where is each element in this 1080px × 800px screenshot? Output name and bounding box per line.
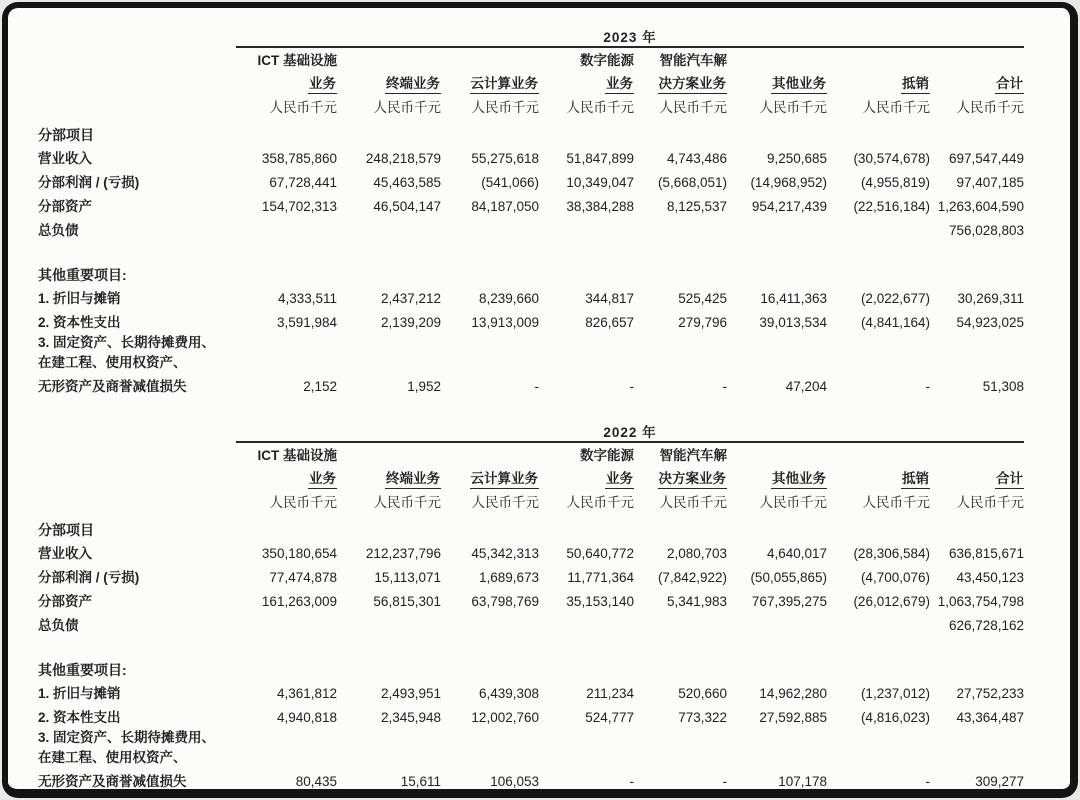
currency-unit-label: 人民币千元 — [566, 495, 634, 511]
column-header — [236, 464, 337, 489]
cell-value: (28,306,584) — [853, 546, 930, 562]
cell-value: 14,962,280 — [759, 686, 827, 702]
cell-value: (2,022,677) — [860, 291, 930, 307]
column-header-label: 业务 — [605, 471, 634, 489]
cell-value: 6,439,308 — [478, 686, 539, 702]
header-label-spacer — [38, 47, 236, 69]
cell-value: (50,055,865) — [750, 570, 827, 586]
cell-value: 4,333,511 — [277, 291, 337, 307]
cell-value: 279,796 — [678, 315, 727, 331]
currency-unit-label: 人民币千元 — [956, 495, 1025, 511]
cell-value — [539, 610, 634, 634]
column-header-label: 业务 — [308, 76, 337, 94]
cell-value: 344,817 — [585, 291, 634, 307]
column-header — [827, 464, 930, 489]
cell-value — [827, 215, 930, 239]
segment-report-table — [38, 16, 1024, 395]
cell-value: 77,474,878 — [269, 570, 337, 586]
segment-section-label: 分部项目 — [38, 126, 94, 143]
row-label: 2. 资本性支出 — [38, 315, 121, 331]
column-header-top: ICT 基础设施 — [257, 53, 337, 69]
column-header-label: 决方案业务 — [658, 76, 728, 94]
header-top-row — [38, 442, 1024, 464]
cell-value: 161,263,009 — [261, 594, 337, 610]
document-page — [38, 16, 1064, 790]
cell-value: 47,204 — [785, 379, 827, 395]
column-header — [930, 69, 1024, 94]
column-header — [539, 69, 634, 94]
cell-value: 358,785,860 — [261, 151, 337, 167]
table-row — [38, 562, 1024, 586]
year-row — [38, 16, 1024, 47]
cell-value: 2,345,948 — [380, 710, 441, 726]
cell-value — [827, 610, 930, 634]
currency-unit-label: 人民币千元 — [659, 100, 727, 116]
column-header-label: 业务 — [605, 76, 634, 94]
column-header-label: 决方案业务 — [658, 471, 728, 489]
row-label: 1. 折旧与摊销 — [38, 291, 121, 307]
section-row — [38, 121, 1024, 143]
cell-value — [441, 610, 539, 634]
column-header — [827, 69, 930, 94]
cell-value: 55,275,618 — [471, 151, 539, 167]
row-label: 无形资产及商誉减值损失 — [38, 774, 187, 790]
cell-value: 826,657 — [585, 315, 634, 331]
cell-value: (30,574,678) — [853, 151, 930, 167]
row-label: 分部利润 / (亏损) — [38, 570, 140, 586]
column-header — [539, 464, 634, 489]
cell-value: 11,771,364 — [567, 570, 634, 586]
cell-value: 212,237,796 — [365, 546, 441, 562]
column-header-top — [827, 47, 930, 69]
column-header — [727, 464, 827, 489]
row-label: 营业收入 — [38, 546, 92, 562]
cell-value: 350,180,654 — [261, 546, 337, 562]
cell-value: (4,841,164) — [860, 315, 930, 331]
table-row — [38, 586, 1024, 610]
cell-value: 45,463,585 — [373, 175, 441, 191]
cell-value: 54,923,025 — [956, 315, 1025, 331]
cell-value: 43,450,123 — [956, 570, 1025, 586]
cell-value: (14,968,952) — [750, 175, 827, 191]
table-row — [38, 538, 1024, 562]
currency-unit-label: 人民币千元 — [269, 100, 337, 116]
cell-value: 1,263,604,590 — [937, 199, 1025, 215]
cell-value: 2,493,951 — [380, 686, 441, 702]
cell-value — [539, 215, 634, 239]
cell-value: 756,028,803 — [948, 223, 1025, 239]
cell-value: 45,342,313 — [471, 546, 539, 562]
cell-value: 626,728,162 — [948, 618, 1025, 634]
cell-value: 15,611 — [400, 774, 441, 790]
table-row — [38, 678, 1024, 702]
cell-value: 80,435 — [295, 774, 337, 790]
cell-value: (26,012,679) — [853, 594, 930, 610]
cell-value: - — [722, 379, 727, 395]
currency-unit-label: 人民币千元 — [759, 100, 827, 116]
cell-value: 1,063,754,798 — [937, 594, 1025, 610]
section-row — [38, 261, 1024, 283]
column-header-label: 云计算业务 — [470, 76, 540, 94]
row-label: 无形资产及商誉减值损失 — [38, 379, 187, 395]
cell-value: 51,308 — [982, 379, 1025, 395]
section-row — [38, 656, 1024, 678]
table-row — [38, 283, 1024, 307]
cell-value: 773,322 — [678, 710, 727, 726]
column-header-top — [337, 47, 441, 69]
currency-unit-label: 人民币千元 — [269, 495, 337, 511]
cell-value: 4,940,818 — [276, 710, 337, 726]
cell-value: 248,218,579 — [365, 151, 441, 167]
cell-value: 39,013,534 — [759, 315, 827, 331]
table-row — [38, 167, 1024, 191]
cell-value: (4,816,023) — [860, 710, 930, 726]
cell-value: 4,743,486 — [666, 151, 727, 167]
column-header-label: 终端业务 — [385, 471, 441, 489]
cell-value: 46,504,147 — [373, 199, 441, 215]
cell-value: 525,425 — [678, 291, 727, 307]
cell-value — [337, 215, 441, 239]
unit-row — [38, 94, 1024, 116]
currency-unit-label: 人民币千元 — [373, 100, 441, 116]
other-section-label: 其他重要项目: — [38, 661, 127, 678]
unit-label-spacer — [38, 94, 236, 116]
cell-value: 35,153,140 — [566, 594, 634, 610]
cell-value: 309,277 — [975, 774, 1025, 790]
cell-value: 4,361,812 — [276, 686, 337, 702]
table-row — [38, 766, 1024, 790]
currency-unit-label: 人民币千元 — [471, 495, 539, 511]
cell-value: 2,437,212 — [380, 291, 441, 307]
cell-value: (5,668,051) — [657, 175, 727, 191]
column-header-top — [441, 442, 539, 464]
row-label: 分部资产 — [38, 594, 92, 610]
cell-value — [337, 610, 441, 634]
row-label: 营业收入 — [38, 151, 92, 167]
cell-value: 154,702,313 — [261, 199, 337, 215]
row-label: 总负债 — [38, 223, 79, 239]
currency-unit-label: 人民币千元 — [471, 100, 539, 116]
column-header-top — [441, 47, 539, 69]
column-header-label: 其他业务 — [771, 471, 827, 489]
cell-value: (7,842,922) — [657, 570, 727, 586]
cell-value: 16,411,363 — [760, 291, 827, 307]
cell-value: - — [629, 379, 634, 395]
column-header — [236, 69, 337, 94]
cell-value: 10,349,047 — [566, 175, 634, 191]
year-row-label-spacer — [38, 411, 236, 442]
cell-value: - — [629, 774, 634, 790]
column-header-top — [827, 442, 930, 464]
cell-value — [236, 215, 337, 239]
cell-value: 12,002,760 — [471, 710, 539, 726]
other-section-label: 其他重要项目: — [38, 266, 127, 283]
unit-label-spacer — [38, 489, 236, 511]
cell-value: 15,113,071 — [374, 570, 441, 586]
cell-value: 4,640,017 — [766, 546, 827, 562]
cell-value: 27,592,885 — [759, 710, 827, 726]
cell-value: 697,547,449 — [948, 151, 1025, 167]
cell-value: 13,913,009 — [471, 315, 539, 331]
segment-section-label: 分部项目 — [38, 521, 94, 538]
header-main-row — [38, 69, 1024, 94]
year-title: 2023 年 — [236, 16, 1024, 47]
cell-value: 27,752,233 — [956, 686, 1025, 702]
cell-value: 5,341,983 — [666, 594, 727, 610]
currency-unit-label: 人民币千元 — [659, 495, 727, 511]
header-main-row — [38, 464, 1024, 489]
cell-value: 9,250,685 — [766, 151, 827, 167]
cell-value: 524,777 — [585, 710, 634, 726]
currency-unit-label: 人民币千元 — [862, 100, 930, 116]
cell-value — [236, 610, 337, 634]
currency-unit-label: 人民币千元 — [373, 495, 441, 511]
cell-value: 8,125,537 — [666, 199, 727, 215]
column-header-top — [930, 47, 1024, 69]
currency-unit-label: 人民币千元 — [956, 100, 1025, 116]
column-header — [727, 69, 827, 94]
spacer-cell — [38, 634, 1024, 656]
row-label: 在建工程、使用权资产、 — [38, 355, 187, 371]
row-label: 总负债 — [38, 618, 79, 634]
cell-value: - — [925, 774, 930, 790]
cell-value: 2,139,209 — [380, 315, 441, 331]
cell-value: 211,234 — [586, 686, 634, 702]
cell-value: 636,815,671 — [948, 546, 1025, 562]
currency-unit-label: 人民币千元 — [759, 495, 827, 511]
column-header-label: 其他业务 — [771, 76, 827, 94]
column-header-top: ICT 基础设施 — [257, 448, 337, 464]
year-row-label-spacer — [38, 16, 236, 47]
table-row — [38, 143, 1024, 167]
column-header — [337, 464, 441, 489]
cell-value — [634, 215, 727, 239]
cell-value: 8,239,660 — [478, 291, 539, 307]
table-row — [38, 746, 1024, 766]
column-header-top — [727, 442, 827, 464]
cell-value — [634, 610, 727, 634]
table-row — [38, 371, 1024, 395]
cell-value — [727, 215, 827, 239]
cell-value: 2,152 — [303, 379, 337, 395]
cell-value: 51,847,899 — [566, 151, 634, 167]
cell-value: 43,364,487 — [956, 710, 1025, 726]
cell-value: - — [722, 774, 727, 790]
cell-value: 2,080,703 — [666, 546, 727, 562]
cell-value: (541,066) — [481, 175, 539, 191]
cell-value: 954,217,439 — [751, 199, 827, 215]
column-header-label: 抵销 — [901, 76, 930, 94]
column-header — [441, 464, 539, 489]
spacer-cell — [38, 239, 1024, 261]
column-header-top: 数字能源 — [580, 53, 634, 69]
cell-value: 63,798,769 — [471, 594, 539, 610]
table-row — [38, 351, 1024, 371]
cell-value: (4,955,819) — [860, 175, 930, 191]
table-gap — [38, 395, 1064, 411]
column-header — [930, 464, 1024, 489]
currency-unit-label: 人民币千元 — [566, 100, 634, 116]
column-header — [634, 69, 727, 94]
column-header-label: 合计 — [995, 76, 1024, 94]
column-header-top — [727, 47, 827, 69]
cell-value: 107,178 — [778, 774, 827, 790]
cell-value: (1,237,012) — [860, 686, 930, 702]
cell-value: 67,728,441 — [269, 175, 337, 191]
cell-value: 97,407,185 — [956, 175, 1025, 191]
cell-value: (4,700,076) — [860, 570, 930, 586]
cell-value: 767,395,275 — [751, 594, 827, 610]
spacer-row — [38, 634, 1024, 656]
year-row — [38, 411, 1024, 442]
row-label: 2. 资本性支出 — [38, 710, 121, 726]
spacer-row — [38, 239, 1024, 261]
column-header — [441, 69, 539, 94]
cell-value: 1,689,673 — [478, 570, 539, 586]
cell-value: - — [534, 379, 539, 395]
cell-value: 1,952 — [407, 379, 441, 395]
column-header-label: 业务 — [308, 471, 337, 489]
table-row — [38, 610, 1024, 634]
column-header-top — [930, 442, 1024, 464]
column-header-top: 智能汽车解 — [659, 448, 727, 464]
column-header — [337, 69, 441, 94]
row-label: 分部利润 / (亏损) — [38, 175, 140, 191]
unit-row — [38, 489, 1024, 511]
row-label: 3. 固定资产、长期待摊费用、 — [38, 730, 216, 746]
cell-value — [441, 215, 539, 239]
cell-value — [727, 610, 827, 634]
row-label: 1. 折旧与摊销 — [38, 686, 121, 702]
header-label-spacer — [38, 69, 236, 94]
row-label: 3. 固定资产、长期待摊费用、 — [38, 335, 216, 351]
cell-value: 38,384,288 — [566, 199, 634, 215]
cell-value: 520,660 — [678, 686, 727, 702]
table-row — [38, 726, 1024, 746]
section-row — [38, 516, 1024, 538]
table-row — [38, 215, 1024, 239]
column-header — [634, 464, 727, 489]
year-title: 2022 年 — [236, 411, 1024, 442]
column-header-label: 抵销 — [901, 471, 930, 489]
column-header-label: 云计算业务 — [470, 471, 540, 489]
header-label-spacer — [38, 464, 236, 489]
row-label: 分部资产 — [38, 199, 92, 215]
table-row — [38, 191, 1024, 215]
cell-value: 106,053 — [490, 774, 539, 790]
column-header-label: 终端业务 — [385, 76, 441, 94]
row-label: 在建工程、使用权资产、 — [38, 750, 187, 766]
currency-unit-label: 人民币千元 — [862, 495, 930, 511]
table-row — [38, 331, 1024, 351]
header-top-row — [38, 47, 1024, 69]
cell-value: 84,187,050 — [471, 199, 539, 215]
cell-value: 30,269,311 — [957, 291, 1025, 307]
cell-value: - — [925, 379, 930, 395]
page-border-frame — [2, 2, 1078, 798]
cell-value: (22,516,184) — [853, 199, 930, 215]
segment-report-table — [38, 411, 1024, 790]
column-header-label: 合计 — [995, 471, 1024, 489]
cell-value: 56,815,301 — [373, 594, 441, 610]
header-label-spacer — [38, 442, 236, 464]
table-row — [38, 702, 1024, 726]
cell-value: 50,640,772 — [566, 546, 634, 562]
column-header-top: 数字能源 — [580, 448, 634, 464]
column-header-top: 智能汽车解 — [659, 53, 727, 69]
column-header-top — [337, 442, 441, 464]
table-row — [38, 307, 1024, 331]
cell-value: 3,591,984 — [276, 315, 337, 331]
